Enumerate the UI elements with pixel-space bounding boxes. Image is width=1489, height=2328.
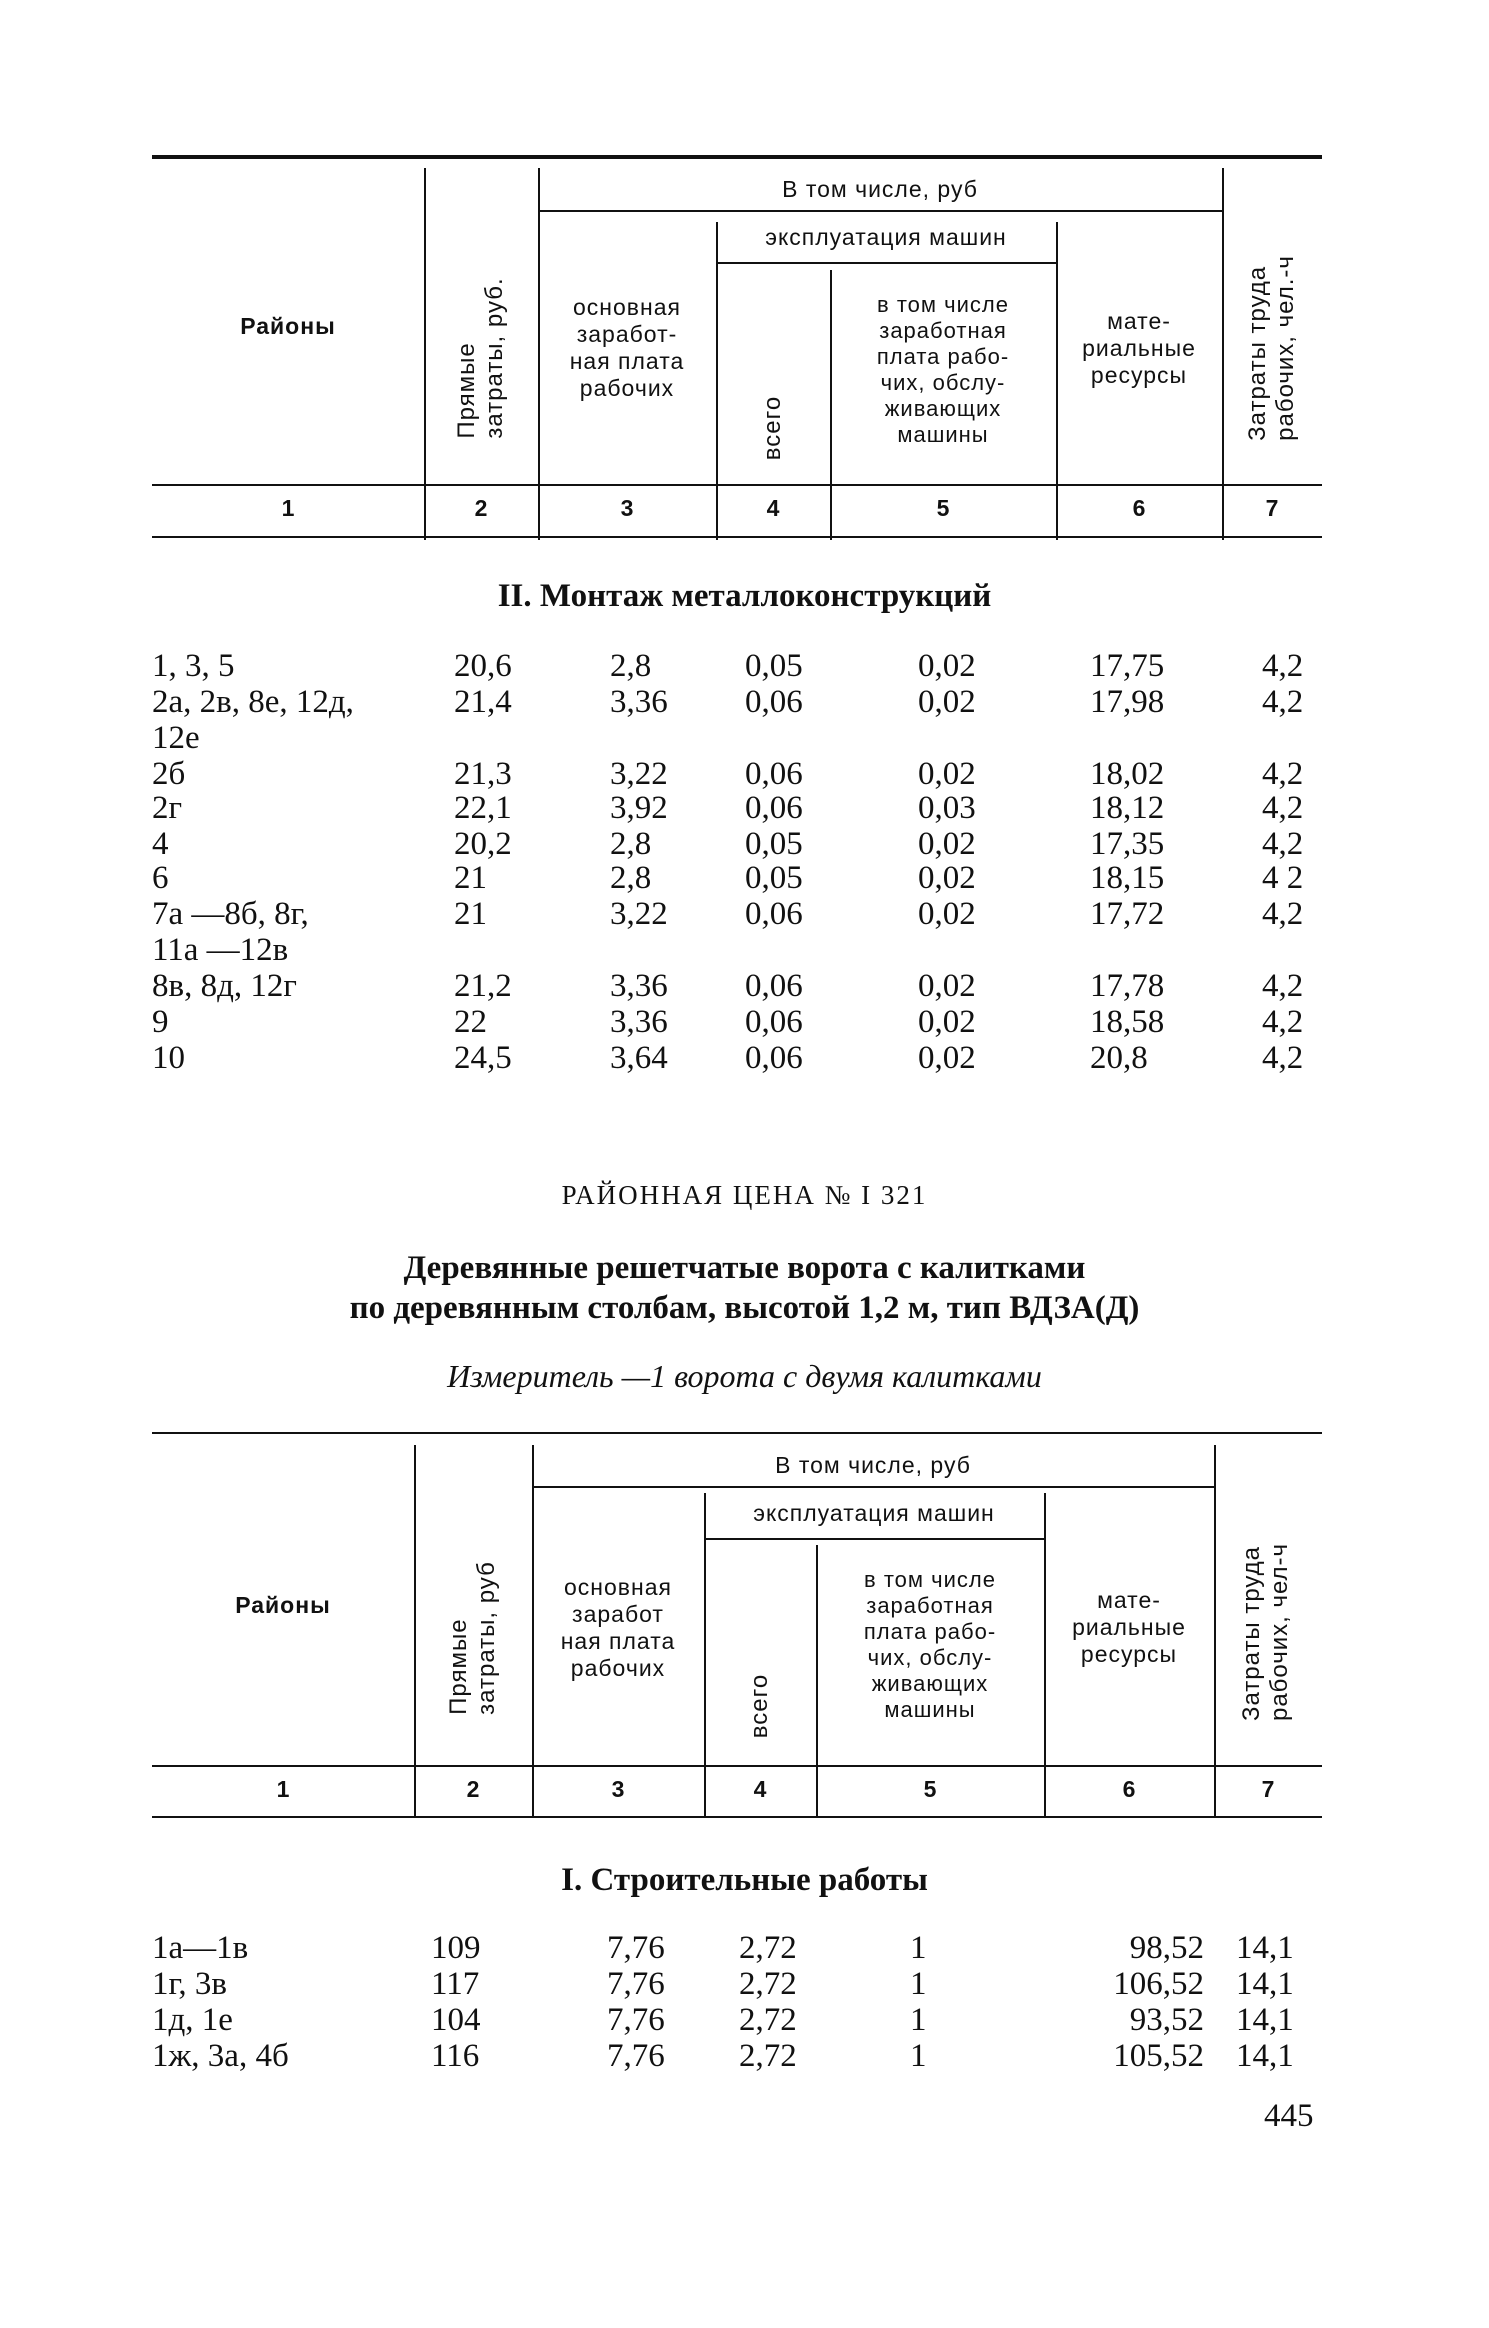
cell-labor: 14,1 [1236, 1930, 1294, 1966]
cell-wages: 3,92 [610, 790, 668, 826]
table-row [0, 896, 1489, 932]
cell-direct: 21,2 [454, 968, 512, 1004]
cell-total: 0,06 [745, 790, 803, 826]
col-number: 7 [1265, 495, 1279, 521]
table1-divider [716, 222, 718, 540]
group-machines-header: эксплуатация машин [753, 1499, 995, 1526]
cell-wages: 3,36 [610, 684, 668, 720]
cell-region: 9 [152, 1004, 169, 1040]
col-materials-header: мате- риальные ресурсы [1082, 307, 1196, 388]
cell-labor: 4,2 [1262, 756, 1304, 792]
cell-machine-wages: 1 [910, 1966, 927, 2002]
col-total-header: всего [746, 1673, 773, 1739]
cell-region: 2а, 2в, 8е, 12д, [152, 684, 354, 720]
col-direct-costs-header: Прямые затраты, руб. [453, 277, 508, 439]
price-title-line2: по деревянным столбам, высотой 1,2 м, тип ВДЗА(Д) [349, 1290, 1140, 1326]
cell-region: 1г, 3в [152, 1966, 227, 2002]
table-row [0, 1040, 1489, 1076]
cell-materials: 18,12 [1090, 790, 1165, 826]
cell-machine-wages: 0,02 [918, 860, 976, 896]
cell-machine-wages: 0,02 [918, 684, 976, 720]
col-number: 3 [611, 1776, 625, 1802]
group-including-header: В том числе, руб [782, 175, 978, 202]
cell-materials: 18,15 [1090, 860, 1165, 896]
col-regions-header: Районы [235, 1591, 331, 1618]
cell-materials: 18,02 [1090, 756, 1165, 792]
cell-labor: 4,2 [1262, 968, 1304, 1004]
cell-region: 8в, 8д, 12г [152, 968, 297, 1004]
cell-machine-wages: 0,02 [918, 896, 976, 932]
table-row [0, 684, 1489, 720]
col-labor-header: Затраты труда рабочих, чел-ч [1238, 1542, 1293, 1722]
cell-machine-wages: 0,02 [918, 968, 976, 1004]
col-number: 5 [923, 1776, 937, 1802]
cell-region: 12е [152, 720, 200, 756]
table1-divider [152, 484, 1322, 486]
col-number: 5 [936, 495, 950, 521]
table1-section-title: II. Монтаж металлоконструкций [497, 578, 992, 614]
col-direct-costs-header: Прямые затраты, руб [445, 1561, 500, 1715]
cell-direct: 21 [454, 860, 487, 896]
cell-total: 0,06 [745, 896, 803, 932]
table-row [0, 2002, 1489, 2038]
table-row [0, 648, 1489, 684]
cell-materials: 17,72 [1090, 896, 1165, 932]
col-number: 6 [1122, 1776, 1136, 1802]
table2-divider [704, 1538, 1044, 1540]
cell-total: 2,72 [739, 2038, 797, 2074]
price-title-line1: Деревянные решетчатые ворота с калитками [403, 1250, 1086, 1286]
cell-total: 0,06 [745, 1040, 803, 1076]
cell-total: 0,05 [745, 648, 803, 684]
cell-total: 0,06 [745, 1004, 803, 1040]
col-number: 7 [1261, 1776, 1275, 1802]
col-total-header: всего [759, 395, 786, 461]
col-machine-wages-header: в том числе заработная плата рабо- чих, обслу- живающих машины [876, 292, 1010, 447]
cell-total: 0,06 [745, 968, 803, 1004]
cell-region: 2г [152, 790, 183, 826]
col-wages-header: основная заработ ная плата рабочих [560, 1573, 676, 1681]
col-number: 4 [753, 1776, 767, 1802]
table-row [0, 1966, 1489, 2002]
table-row [0, 826, 1489, 862]
cell-direct: 21,3 [454, 756, 512, 792]
table2-section-title: I. Строительные работы [561, 1862, 928, 1898]
col-number: 1 [281, 495, 295, 521]
table2-divider [704, 1493, 706, 1817]
cell-materials: 17,98 [1090, 684, 1165, 720]
cell-region: 2б [152, 756, 186, 792]
col-number: 6 [1132, 495, 1146, 521]
cell-direct: 20,6 [454, 648, 512, 684]
cell-region: 1ж, 3а, 4б [152, 2038, 289, 2074]
cell-direct: 109 [431, 1930, 481, 1966]
col-wages-header: основная заработ- ная плата рабочих [569, 294, 685, 401]
table1-divider [152, 536, 1322, 538]
cell-machine-wages: 0,02 [918, 1040, 976, 1076]
table-row [0, 790, 1489, 826]
cell-labor: 4,2 [1262, 1004, 1304, 1040]
table2-top-rule [152, 1432, 1322, 1434]
cell-total: 2,72 [739, 1966, 797, 2002]
cell-machine-wages: 1 [910, 2002, 927, 2038]
cell-materials: 98,52 [1129, 1930, 1204, 1966]
cell-materials: 17,35 [1090, 826, 1165, 862]
cell-region: 6 [152, 860, 169, 896]
cell-region: 7а —8б, 8г, [152, 896, 309, 932]
cell-machine-wages: 0,02 [918, 1004, 976, 1040]
col-number: 2 [466, 1776, 480, 1802]
page-number: 445 [1264, 2098, 1314, 2134]
cell-direct: 104 [431, 2002, 481, 2038]
cell-machine-wages: 0,03 [918, 790, 976, 826]
cell-region: 10 [152, 1040, 185, 1076]
cell-wages: 3,36 [610, 968, 668, 1004]
cell-total: 0,05 [745, 826, 803, 862]
cell-materials: 93,52 [1129, 2002, 1204, 2038]
cell-wages: 2,8 [610, 860, 652, 896]
cell-machine-wages: 1 [910, 1930, 927, 1966]
table-row [0, 2038, 1489, 2074]
cell-machine-wages: 0,02 [918, 648, 976, 684]
cell-machine-wages: 0,02 [918, 826, 976, 862]
cell-total: 0,05 [745, 860, 803, 896]
table2-divider [152, 1765, 1322, 1767]
cell-wages: 3,36 [610, 1004, 668, 1040]
cell-labor: 4,2 [1262, 896, 1304, 932]
cell-direct: 21,4 [454, 684, 512, 720]
cell-labor: 14,1 [1236, 2038, 1294, 2074]
col-regions-header: Районы [240, 312, 336, 339]
cell-labor: 4 2 [1262, 860, 1304, 896]
cell-wages: 3,22 [610, 896, 668, 932]
cell-wages: 2,8 [610, 648, 652, 684]
col-machine-wages-header: в том числе заработная плата рабо- чих, обслу- живающих машины [863, 1567, 997, 1722]
cell-materials: 18,58 [1090, 1004, 1165, 1040]
cell-direct: 24,5 [454, 1040, 512, 1076]
cell-materials: 20,8 [1090, 1040, 1148, 1076]
cell-labor: 4,2 [1262, 826, 1304, 862]
cell-wages: 7,76 [607, 2002, 665, 2038]
cell-direct: 20,2 [454, 826, 512, 862]
group-including-header: В том числе, руб [775, 1452, 971, 1478]
cell-direct: 116 [431, 2038, 480, 2074]
cell-materials: 105,52 [1113, 2038, 1204, 2074]
table-row [0, 720, 1489, 756]
cell-direct: 22 [454, 1004, 487, 1040]
cell-materials: 17,75 [1090, 648, 1165, 684]
col-materials-header: мате- риальные ресурсы [1072, 1587, 1186, 1667]
cell-region: 1, 3, 5 [152, 648, 235, 684]
cell-direct: 22,1 [454, 790, 512, 826]
cell-labor: 14,1 [1236, 1966, 1294, 2002]
cell-region: 1д, 1е [152, 2002, 233, 2038]
cell-wages: 7,76 [607, 2038, 665, 2074]
group-machines-header: эксплуатация машин [765, 223, 1007, 250]
table-row [0, 932, 1489, 968]
cell-total: 0,06 [745, 684, 803, 720]
cell-region: 1а—1в [152, 1930, 249, 1966]
cell-wages: 3,22 [610, 756, 668, 792]
cell-direct: 21 [454, 896, 487, 932]
cell-wages: 7,76 [607, 1930, 665, 1966]
table2-divider [414, 1445, 416, 1817]
table1-divider [716, 262, 1056, 264]
col-number: 1 [276, 1776, 290, 1802]
table-row [0, 968, 1489, 1004]
cell-materials: 17,78 [1090, 968, 1165, 1004]
cell-total: 2,72 [739, 2002, 797, 2038]
cell-labor: 4,2 [1262, 648, 1304, 684]
table-row [0, 756, 1489, 792]
cell-total: 0,06 [745, 756, 803, 792]
table2-divider [1214, 1445, 1216, 1817]
cell-total: 2,72 [739, 1930, 797, 1966]
table-row [0, 860, 1489, 896]
cell-materials: 106,52 [1113, 1966, 1204, 2002]
col-number: 2 [474, 495, 488, 521]
cell-wages: 2,8 [610, 826, 652, 862]
col-number: 4 [766, 495, 780, 521]
cell-labor: 4,2 [1262, 790, 1304, 826]
cell-wages: 3,64 [610, 1040, 668, 1076]
table-row [0, 1004, 1489, 1040]
cell-labor: 14,1 [1236, 2002, 1294, 2038]
cell-machine-wages: 0,02 [918, 756, 976, 792]
table2-divider [152, 1816, 1322, 1818]
price-code: РАЙОННАЯ ЦЕНА № I 321 [561, 1180, 928, 1210]
cell-labor: 4,2 [1262, 684, 1304, 720]
price-measure: Измеритель —1 ворота с двумя калитками [447, 1358, 1042, 1394]
cell-wages: 7,76 [607, 1966, 665, 2002]
cell-labor: 4,2 [1262, 1040, 1304, 1076]
cell-machine-wages: 1 [910, 2038, 927, 2074]
col-labor-header: Затраты труда рабочих, чел.-ч [1244, 255, 1299, 441]
cell-direct: 117 [431, 1966, 480, 2002]
cell-region: 11а —12в [152, 932, 289, 968]
table1-top-rule [152, 155, 1322, 159]
table-row [0, 1930, 1489, 1966]
col-number: 3 [620, 495, 634, 521]
cell-region: 4 [152, 826, 169, 862]
